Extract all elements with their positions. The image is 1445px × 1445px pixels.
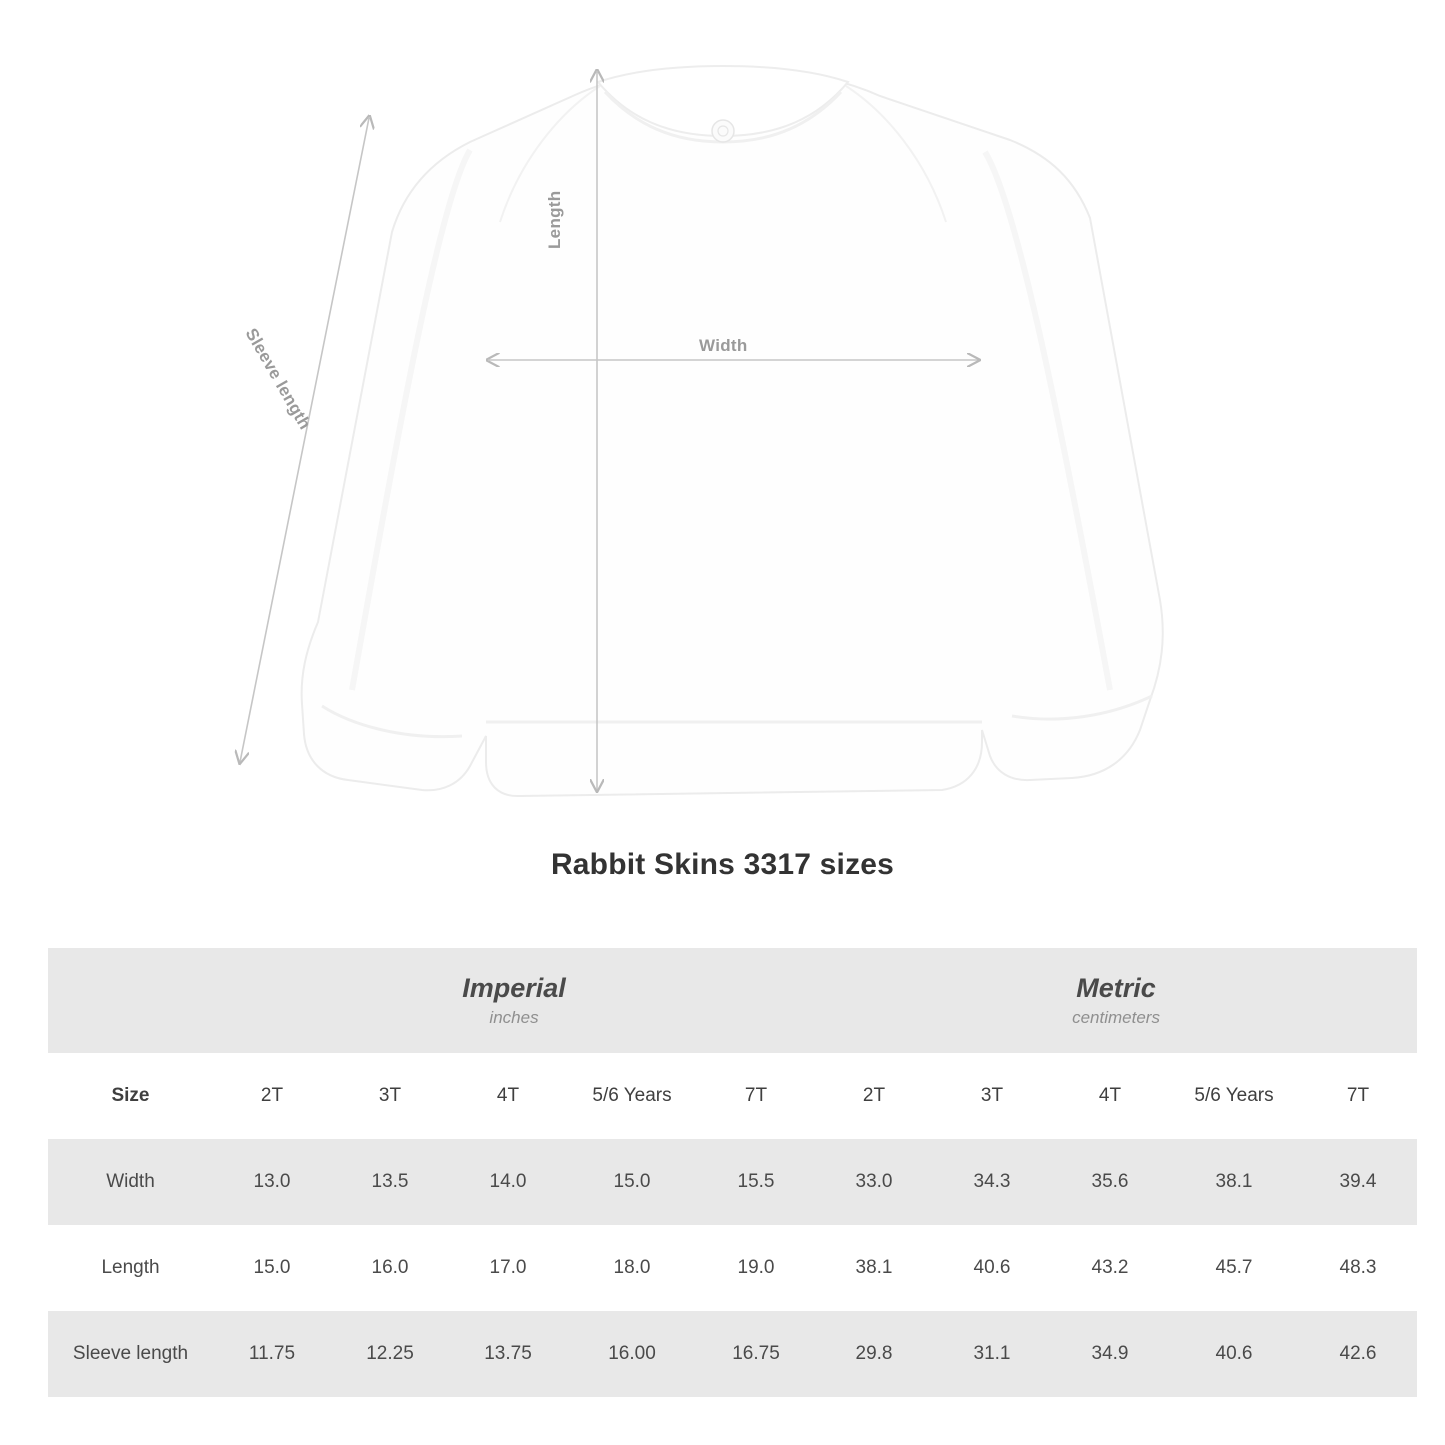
system-imperial — [213, 948, 815, 1053]
column-header-metric-4t: 4T — [1051, 1053, 1169, 1139]
cell-width-metric-2t: 33.0 — [815, 1139, 933, 1225]
page-title: Rabbit Skins 3317 sizes — [550, 848, 895, 881]
size-table — [48, 948, 1417, 1397]
cell-sleeve-metric-2t: 29.8 — [815, 1311, 933, 1397]
cell-sleeve-metric-7t: 42.6 — [1299, 1311, 1417, 1397]
cell-length-imperial-7t: 19.0 — [697, 1225, 815, 1311]
cell-sleeve-imperial-2t: 11.75 — [213, 1311, 331, 1397]
cell-length-imperial-2t: 15.0 — [213, 1225, 331, 1311]
cell-width-imperial-2t: 13.0 — [213, 1139, 331, 1225]
table-row-systems — [48, 948, 1417, 1053]
cell-width-imperial-7t: 15.5 — [697, 1139, 815, 1225]
cell-length-imperial-4t: 17.0 — [449, 1225, 567, 1311]
size-table-wrapper — [48, 948, 1398, 1397]
table-row — [48, 1225, 1417, 1311]
column-header-imperial-2t: 2T — [213, 1053, 331, 1139]
column-header-metric-56years: 5/6 Years — [1169, 1053, 1299, 1139]
cell-length-metric-4t: 43.2 — [1051, 1225, 1169, 1311]
cell-width-metric-3t: 34.3 — [933, 1139, 1051, 1225]
sleeve-length-dimension-label: Sleeve length — [241, 325, 315, 433]
row-header-sleeve-length: Sleeve length — [48, 1311, 213, 1397]
cell-width-metric-7t: 39.4 — [1299, 1139, 1417, 1225]
row-header-length: Length — [48, 1225, 213, 1311]
system-metric-unit: centimeters — [1072, 1008, 1160, 1028]
column-header-imperial-7t: 7T — [697, 1053, 815, 1139]
table-row — [48, 1311, 1417, 1397]
cell-width-imperial-56years: 15.0 — [567, 1139, 697, 1225]
cell-sleeve-imperial-56years: 16.00 — [567, 1311, 697, 1397]
cell-sleeve-metric-4t: 34.9 — [1051, 1311, 1169, 1397]
cell-length-metric-7t: 48.3 — [1299, 1225, 1417, 1311]
sweatshirt-shape — [302, 66, 1163, 796]
cell-width-imperial-4t: 14.0 — [449, 1139, 567, 1225]
column-header-metric-2t: 2T — [815, 1053, 933, 1139]
system-imperial-unit: inches — [489, 1008, 539, 1028]
column-header-imperial-3t: 3T — [331, 1053, 449, 1139]
system-metric-name: Metric — [1076, 972, 1156, 1003]
cell-sleeve-imperial-7t: 16.75 — [697, 1311, 815, 1397]
cell-length-metric-3t: 40.6 — [933, 1225, 1051, 1311]
column-header-metric-3t: 3T — [933, 1053, 1051, 1139]
length-dimension-label: Length — [545, 190, 564, 249]
column-header-imperial-4t: 4T — [449, 1053, 567, 1139]
column-header-imperial-56years: 5/6 Years — [567, 1053, 697, 1139]
cell-sleeve-metric-3t: 31.1 — [933, 1311, 1051, 1397]
system-corner-cell — [48, 948, 213, 1053]
width-dimension-label: Width — [699, 336, 748, 355]
cell-sleeve-imperial-4t: 13.75 — [449, 1311, 567, 1397]
table-row-size-headers — [48, 1053, 1417, 1139]
cell-length-metric-2t: 38.1 — [815, 1225, 933, 1311]
cell-sleeve-metric-56years: 40.6 — [1169, 1311, 1299, 1397]
cell-sleeve-imperial-3t: 12.25 — [331, 1311, 449, 1397]
system-imperial-name: Imperial — [462, 972, 566, 1003]
cell-width-imperial-3t: 13.5 — [331, 1139, 449, 1225]
system-metric — [815, 948, 1417, 1053]
column-header-size: Size — [48, 1053, 213, 1139]
cell-length-imperial-3t: 16.0 — [331, 1225, 449, 1311]
cell-width-metric-4t: 35.6 — [1051, 1139, 1169, 1225]
cell-length-metric-56years: 45.7 — [1169, 1225, 1299, 1311]
row-header-width: Width — [48, 1139, 213, 1225]
cell-length-imperial-56years: 18.0 — [567, 1225, 697, 1311]
table-row — [48, 1139, 1417, 1225]
column-header-metric-7t: 7T — [1299, 1053, 1417, 1139]
cell-width-metric-56years: 38.1 — [1169, 1139, 1299, 1225]
